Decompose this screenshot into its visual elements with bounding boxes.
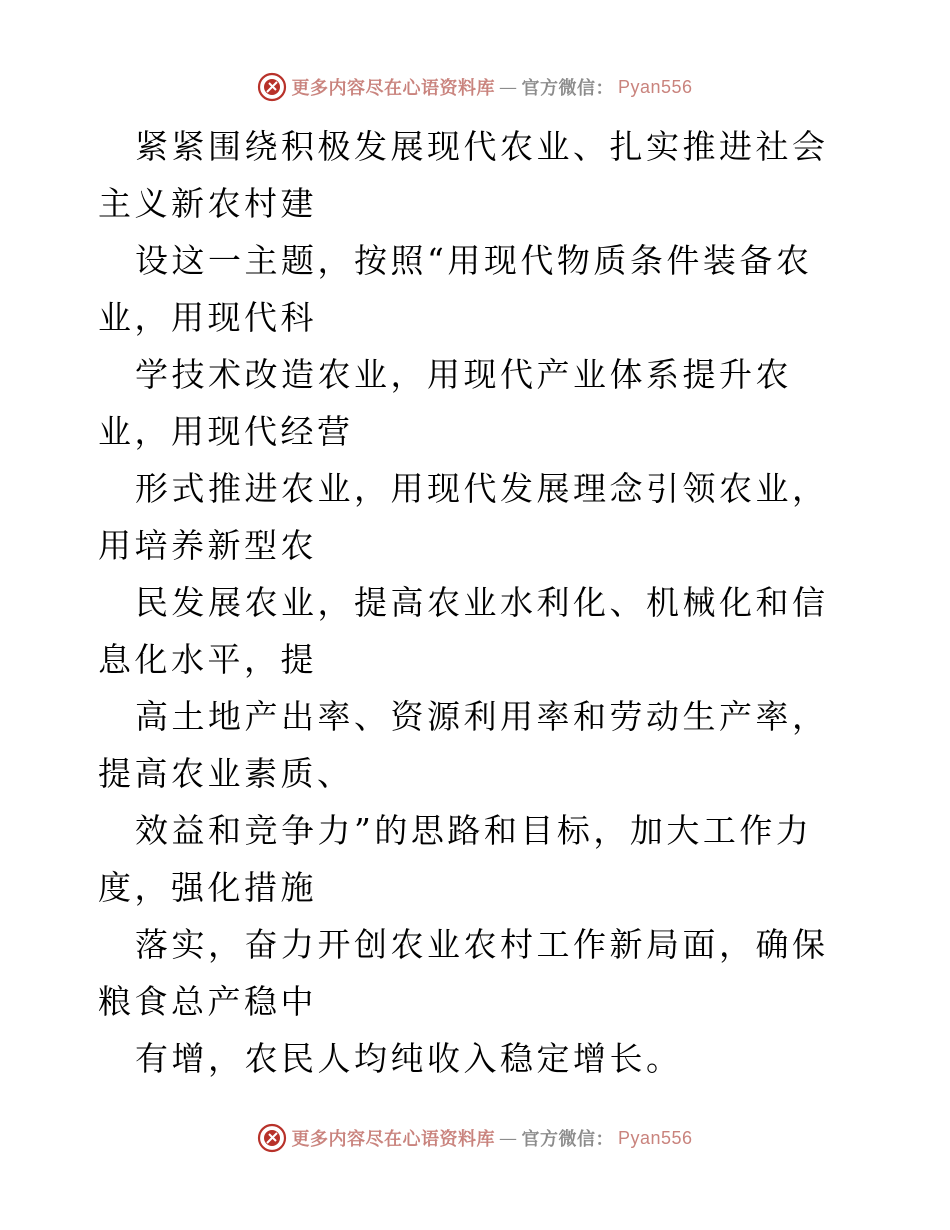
watermark-suffix: 官方微信： xyxy=(521,1129,614,1150)
seal-logo-icon xyxy=(257,1123,287,1153)
watermark-dash: — xyxy=(498,1127,518,1149)
header-watermark xyxy=(0,72,950,102)
paragraph-line-7: 效益和竞争力”的思路和目标，加大工作力度，强化措施 xyxy=(98,811,813,907)
paragraph-line-3: 学技术改造农业，用现代产业体系提升农业，用现代经营 xyxy=(98,355,792,451)
document-body xyxy=(98,118,858,1087)
watermark-handle: Pyan556 xyxy=(617,76,693,97)
paragraph-line-2: 设这一主题，按照“用现代物质条件装备农业，用现代科 xyxy=(98,241,813,337)
paragraph-line-9: 有增，农民人均纯收入稳定增长。 xyxy=(135,1039,683,1078)
footer-watermark xyxy=(0,1123,950,1153)
paragraph-line-5: 民发展农业，提高农业水利化、机械化和信息化水平，提 xyxy=(98,583,829,679)
watermark-prefix: 更多内容尽在心语资料库 xyxy=(291,78,495,99)
watermark-dash: — xyxy=(498,76,518,98)
watermark-handle: Pyan556 xyxy=(617,1127,693,1148)
paragraph-line-6: 高土地产出率、资源利用率和劳动生产率，提高农业素质、 xyxy=(98,697,829,793)
watermark-suffix: 官方微信： xyxy=(521,78,614,99)
paragraph-line-8: 落实，奋力开创农业农村工作新局面，确保粮食总产稳中 xyxy=(98,925,829,1021)
watermark-prefix: 更多内容尽在心语资料库 xyxy=(291,1129,495,1150)
paragraph-line-4: 形式推进农业，用现代发展理念引领农业，用培养新型农 xyxy=(98,469,829,565)
paragraph-line-1: 紧紧围绕积极发展现代农业、扎实推进社会主义新农村建 xyxy=(98,127,829,223)
seal-logo-icon xyxy=(257,72,287,102)
